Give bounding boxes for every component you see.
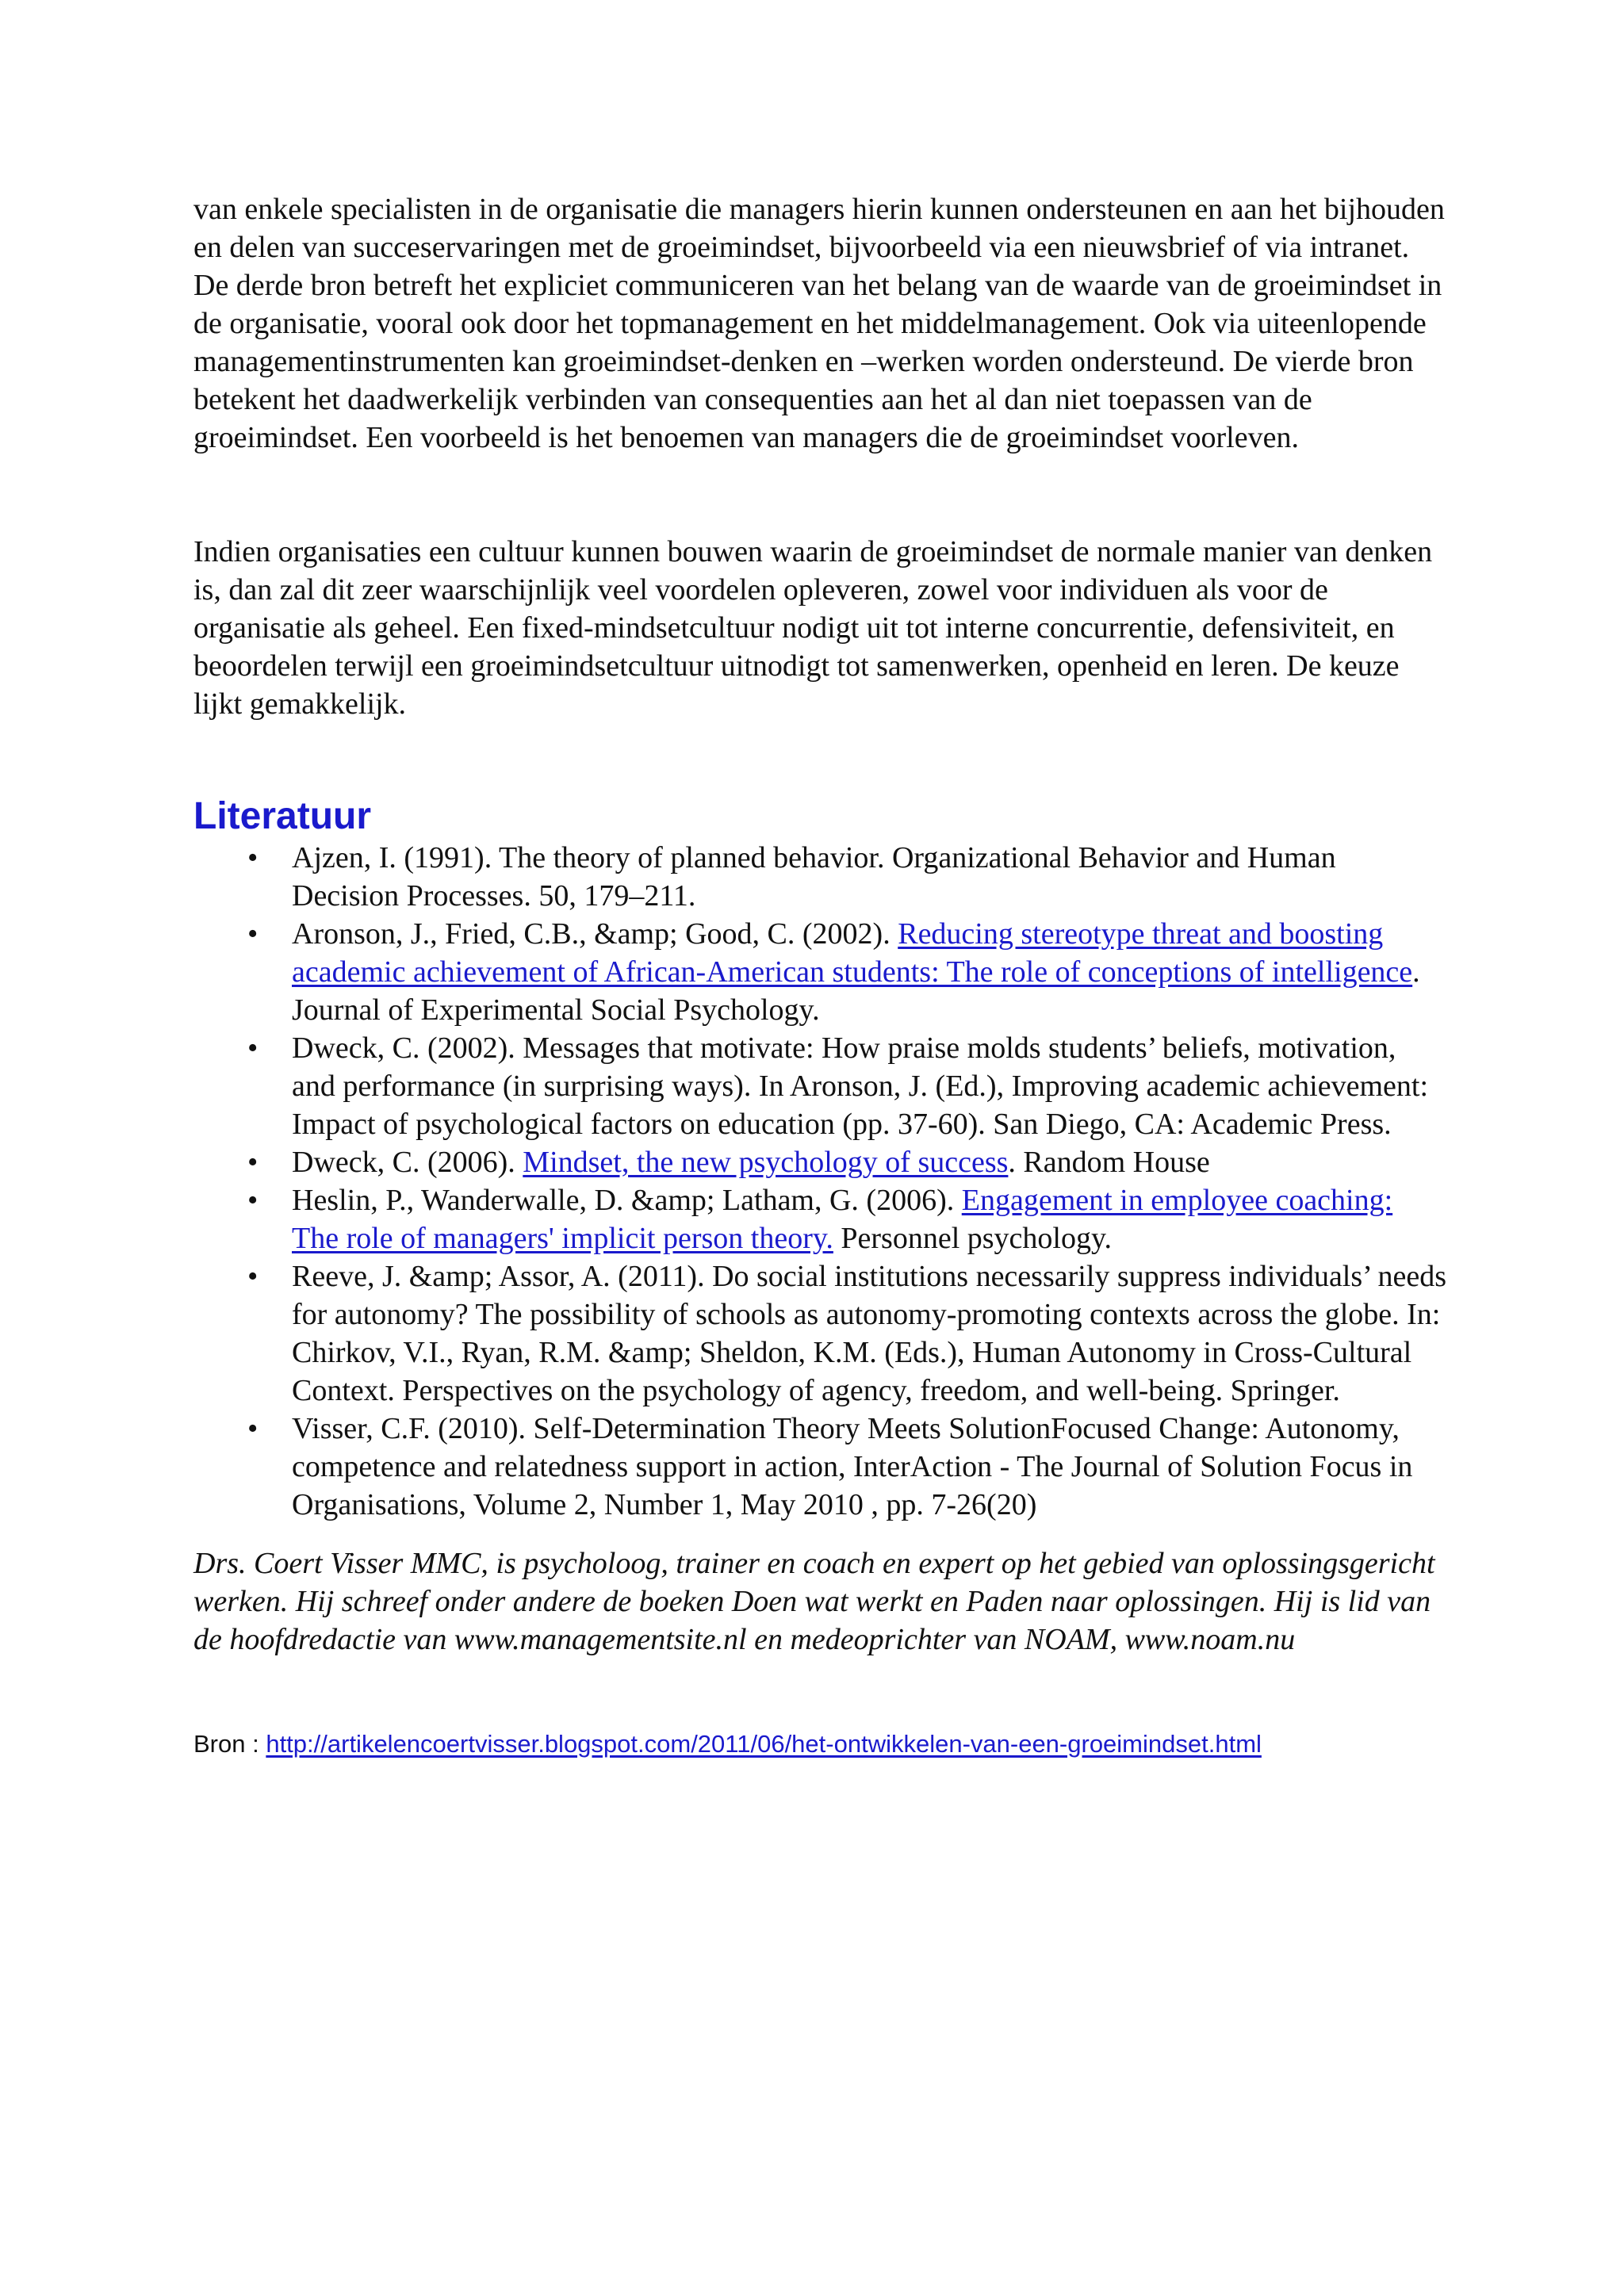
- body-paragraph: van enkele specialisten in de organisatie die managers hierin kunnen ondersteunen en aan het bijhouden en delen van succeservaringen met de groeimindset, bijvoorbeeld via een nieuwsbrief of via intranet. De derde bron betreft het expliciet communiceren van het belang van de waarde van de groeimindset in de organisatie, vooral ook door het topmanagement en het middelmanagement. Ook via uiteenlopende managementinstrumenten kan groeimindset-denken en –werken worden ondersteund. De vierde bron betekent het daadwerkelijk verbinden van consequenties aan het al dan niet toepassen van de groeimindset. Een voorbeeld is het benoemen van managers die de groeimindset voorleven.: [193, 193, 1445, 454]
- source-line: [193, 1728, 1446, 1760]
- reference-link[interactable]: Mindset, the new psychology of success: [523, 1146, 1009, 1179]
- reference-text: . Random House: [1008, 1146, 1210, 1179]
- body-paragraph: Indien organisaties een cultuur kunnen bouwen waarin de groeimindset de normale manier van denken is, dan zal dit zeer waarschijnlijk veel voordelen opleveren, zowel voor individuen als voor de organisatie als geheel. Een fixed-mindsetcultuur nodigt uit tot interne concurrentie, defensiviteit, en beoordelen terwijl een groeimindsetcultuur uitnodigt tot samenwerken, openheid en leren. De keuze lijkt gemakkelijk.: [193, 535, 1433, 721]
- reference-text: Visser, C.F. (2010). Self-Determination Theory Meets SolutionFocused Change: Autonomy, competence and relatedness support in action, InterAction - The Journal of Solution Focus in Organisations, Volume 2, Number 1, May 2010 , pp. 7-26(20): [292, 1412, 1413, 1521]
- reference-item: [193, 1181, 1446, 1257]
- reference-text: Aronson, J., Fried, C.B., &amp; Good, C. (2002).: [292, 917, 898, 951]
- reference-link[interactable]: Reducing stereotype threat and boosting academic achievement of African-American students: The role of conceptions of intelligence: [292, 917, 1413, 989]
- bullet-icon: •: [247, 917, 259, 951]
- bullet-icon: •: [247, 1412, 259, 1445]
- reference-item: [193, 1410, 1446, 1524]
- reference-item: [193, 1257, 1446, 1410]
- source-label: Bron :: [193, 1730, 266, 1758]
- bullet-icon: •: [247, 1031, 259, 1065]
- reference-item: [193, 1143, 1446, 1181]
- reference-text: Personnel psychology.: [833, 1222, 1113, 1255]
- reference-text: . Journal of Experimental Social Psychology.: [292, 955, 1420, 1027]
- reference-link[interactable]: Engagement in employee coaching: The role of managers' implicit person theory.: [292, 1184, 1393, 1255]
- reference-text: Dweck, C. (2002). Messages that motivate: How praise molds students’ beliefs, motivation, and performance (in surprising ways). In Aronson, J. (Ed.), Improving academic achievement: Impact of psychological factors on education (pp. 37-60). San Diego, CA: Academic Press.: [292, 1031, 1428, 1141]
- literature-heading: Literatuur: [193, 795, 372, 837]
- bullet-icon: •: [247, 841, 259, 874]
- reference-text: Heslin, P., Wanderwalle, D. &amp; Latham, G. (2006).: [292, 1184, 962, 1217]
- reference-text: Reeve, J. &amp; Assor, A. (2011). Do social institutions necessarily suppress individuals’ needs for autonomy? The possibility of schools as autonomy-promoting contexts across the globe. In: Chirkov, V.I., Ryan, R.M. &amp; Sheldon, K.M. (Eds.), Human Autonomy in Cross-Cultural Context. Perspectives on the psychology of agency, freedom, and well-being. Springer.: [292, 1260, 1447, 1407]
- reference-item: [193, 1029, 1446, 1143]
- source-link[interactable]: http://artikelencoertvisser.blogspot.com/2011/06/het-ontwikkelen-van-een-groeimindset.html: [266, 1730, 1262, 1758]
- document-page: [193, 190, 1446, 1760]
- reference-text: Dweck, C. (2006).: [292, 1146, 523, 1179]
- reference-item: [193, 915, 1446, 1029]
- reference-text: Ajzen, I. (1991). The theory of planned behavior. Organizational Behavior and Human Decision Processes. 50, 179–211.: [292, 841, 1336, 913]
- bullet-icon: •: [247, 1260, 259, 1293]
- bullet-icon: •: [247, 1184, 259, 1217]
- bullet-icon: •: [247, 1146, 259, 1179]
- reference-list: [193, 839, 1446, 1524]
- reference-item: [193, 839, 1446, 915]
- author-bio: Drs. Coert Visser MMC, is psycholoog, trainer en coach en expert op het gebied van oplossingsgericht werken. Hij schreef onder andere de boeken Doen wat werkt en Paden naar oplossingen. Hij is lid van de hoofdredactie van www.managementsite.nl en medeoprichter van NOAM, www.noam.nu: [193, 1547, 1435, 1656]
